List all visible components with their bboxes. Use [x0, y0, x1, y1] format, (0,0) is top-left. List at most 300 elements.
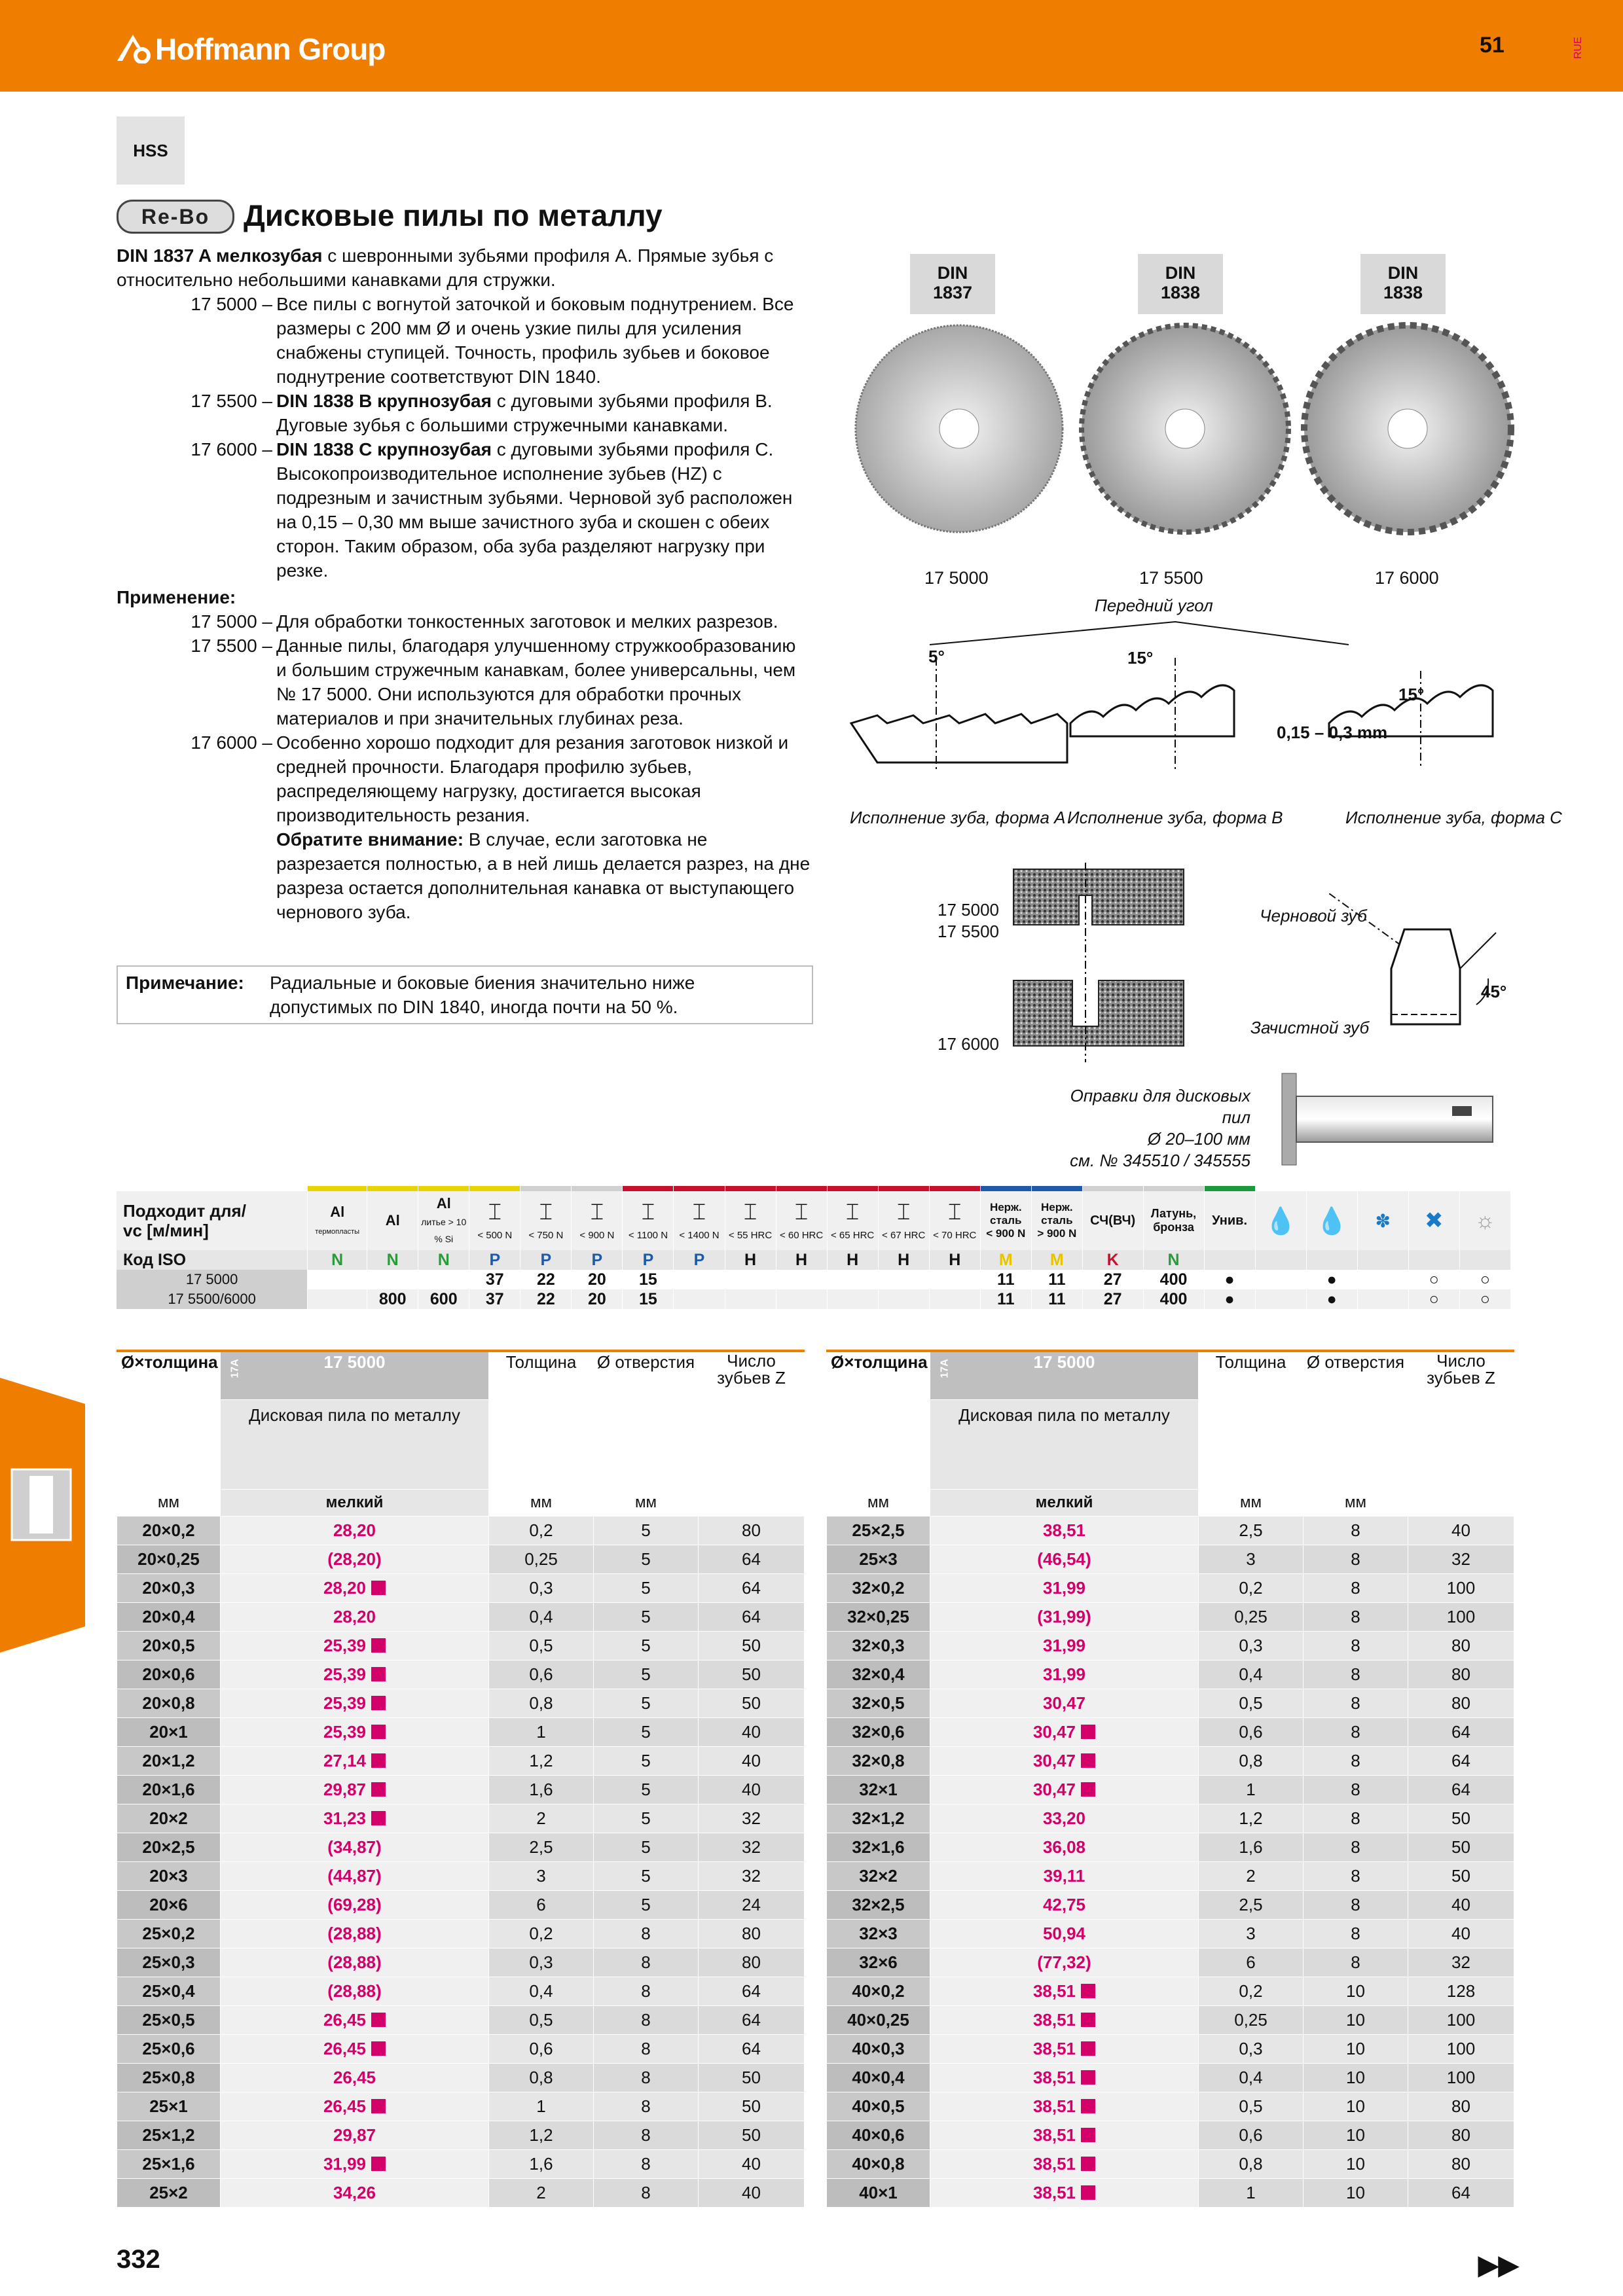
stock-marker-icon [1081, 1782, 1095, 1797]
thickness-cell: 0,25 [489, 1545, 594, 1574]
size-cell: 20×0,4 [117, 1603, 221, 1632]
thickness-cell: 0,8 [489, 2064, 594, 2092]
application-heading: Применение: [117, 587, 236, 607]
price-cell: 30,47 [930, 1776, 1199, 1804]
thickness-cell: 1,6 [489, 1776, 594, 1804]
hole-cell: 5 [594, 1574, 699, 1603]
thickness-cell: 2 [489, 1804, 594, 1833]
rough-tooth-label: Черновой зуб [1260, 906, 1367, 925]
size-cell: 20×1,2 [117, 1747, 221, 1776]
app-176000: 17 6000 – Особенно хорошо подходит для резания заготовок низкой и средней прочности. Благодаря профилю зубьев, распределяющему нагрузку, достигается высокая производительность резания. Обратите внимание: В случае, если заготовка не разрезается полностью, а в ней лишь делается разрез, на дне разреза остается дополнительная канавка от выступающего чернового зуба. [191, 732, 811, 922]
hole-cell: 5 [594, 1776, 699, 1804]
teeth-cell: 50 [1408, 1862, 1514, 1891]
thickness-cell: 1 [1199, 2179, 1304, 2208]
price-cell: 26,45 [221, 2006, 489, 2035]
table-row [827, 1516, 1514, 1545]
size-cell: 25×0,6 [117, 2035, 221, 2064]
table-row [827, 2035, 1514, 2064]
arbor-image [1269, 1067, 1511, 1172]
teeth-cell: 24 [699, 1891, 805, 1920]
col-teeth-head: Число зубьев Z [699, 1351, 805, 1400]
price-cell: 38,51 [930, 2121, 1199, 2150]
hoffmann-logo-icon [115, 32, 151, 63]
size-cell: 25×2,5 [827, 1516, 930, 1545]
size-cell: 20×2,5 [117, 1833, 221, 1862]
i-beam-icon: ⌶ [896, 1199, 911, 1225]
table-row [827, 1833, 1514, 1862]
mat-hrc-55: ⌶ < 55 HRC [725, 1191, 776, 1250]
hole-cell: 5 [594, 1632, 699, 1660]
size-cell: 20×6 [117, 1891, 221, 1920]
stock-marker-icon [371, 2157, 386, 2171]
thickness-cell: 0,3 [489, 1948, 594, 1977]
thickness-cell: 3 [1199, 1920, 1304, 1948]
thickness-cell: 0,25 [1199, 1603, 1304, 1632]
finish-tooth-label: Зачистной зуб [1250, 1018, 1370, 1037]
hole-cell: 5 [594, 1660, 699, 1689]
price-cell: 50,94 [930, 1920, 1199, 1948]
teeth-cell: 50 [1408, 1804, 1514, 1833]
hole-cell: 8 [1304, 1862, 1408, 1891]
hole-cell: 8 [594, 2035, 699, 2064]
thickness-cell: 0,5 [489, 2006, 594, 2035]
table-row [117, 2064, 805, 2092]
teeth-cell: 40 [699, 2150, 805, 2179]
mat-hrc-67: ⌶ < 67 HRC [878, 1191, 929, 1250]
thickness-cell: 0,5 [1199, 1689, 1304, 1718]
iso-label: Код ISO [117, 1250, 308, 1270]
table-row [117, 1804, 805, 1833]
teeth-cell: 64 [1408, 1718, 1514, 1747]
hole-cell: 8 [1304, 1891, 1408, 1920]
thickness-cell: 2 [1199, 1862, 1304, 1891]
teeth-cell: 80 [699, 1920, 805, 1948]
page-number: 51 [1480, 33, 1504, 58]
table-left: Ø×толщина 17A 17 5000 Толщина Ø отверстия Число зубьев Z Дисковая пила по металлу мм мелкий мм мм 20×0,2 28,20 0,2 5 80 20×0,25 (28,20) 0,25 5 64 20×0,3 28,20 0,3 5 64 20×0,4 28,20 0,4 5 64 20×0,5 25,39 0,5 5 50 20×0,6 25,39 0,6 5 50 20×0,8 25,39 0,8 5 50 20×1 25,39 1 5 40 20×1,2 27,14 1,2 5 40 20×1,6 29,87 1,6 5 40 20×2 31,23 2 5 32 20×2,5 (34,87) 2,5 5 32 20×3 (44,87) 3 5 32 20×6 (69,28) 6 5 24 25×0,2 (28,88) 0,2 8 80 25×0,3 (28,88) 0,3 8 80 25×0,4 (28,88) 0,4 8 64 25×0,5 26,45 0,5 8 64 25×0,6 26,45 0,6 8 64 25×0,8 26,45 0,8 8 50 25×1 26,45 1 8 50 25×1,2 29,87 1,2 8 50 25×1,6 31,99 1,6 8 40 25×2 34,26 2 8 40 [117, 1350, 804, 2208]
cut-diagram [1007, 863, 1197, 1066]
thickness-cell: 0,25 [1199, 2006, 1304, 2035]
hole-cell: 5 [594, 1891, 699, 1920]
table-row [827, 1891, 1514, 1920]
table-row [827, 1948, 1514, 1977]
thickness-cell: 0,3 [489, 1574, 594, 1603]
hole-cell: 5 [594, 1689, 699, 1718]
price-cell: (28,20) [221, 1545, 489, 1574]
price-cell: (34,87) [221, 1833, 489, 1862]
price-cell: (77,32) [930, 1948, 1199, 1977]
i-beam-icon: ⌶ [539, 1199, 553, 1225]
hole-cell: 8 [1304, 1804, 1408, 1833]
angle-a: 5° [928, 647, 945, 666]
table-row [117, 1747, 805, 1776]
table-row [827, 1920, 1514, 1948]
brand-logo: Hoffmann Group [115, 31, 385, 67]
thickness-cell: 1 [489, 1718, 594, 1747]
hole-cell: 8 [594, 2121, 699, 2150]
hole-cell: 8 [1304, 1603, 1408, 1632]
thickness-cell: 0,2 [489, 1516, 594, 1545]
table-row [117, 1603, 805, 1632]
mat-universal: Унив. [1204, 1191, 1255, 1250]
mat-brass: Латунь, бронза [1143, 1191, 1204, 1250]
mat-al-cast: Al литье > 10 % Si [418, 1191, 469, 1250]
tooth-profiles-diagram [845, 619, 1512, 795]
table-row [827, 1977, 1514, 2006]
price-cell: 42,75 [930, 1891, 1199, 1920]
blade-image-175500 [1077, 314, 1293, 550]
price-cell: (46,54) [930, 1545, 1199, 1574]
angle-b: 15° [1127, 648, 1154, 668]
table-row [827, 1545, 1514, 1574]
blade-label-3: 17 6000 [1375, 568, 1439, 588]
teeth-cell: 32 [699, 1804, 805, 1833]
thickness-cell: 3 [1199, 1545, 1304, 1574]
thickness-cell: 0,6 [1199, 2121, 1304, 2150]
speed-row-175500: 17 5500/6000 800 600 37 22 20 15 11 11 27 400 ● ● ○ ○ [117, 1289, 1511, 1309]
hole-cell: 5 [594, 1603, 699, 1632]
table-row [827, 2006, 1514, 2035]
thickness-cell: 1 [489, 2092, 594, 2121]
size-cell: 32×0,4 [827, 1660, 930, 1689]
coolant-none-icon: ✖ [1408, 1191, 1459, 1250]
table-row [117, 1545, 805, 1574]
table-row [827, 1660, 1514, 1689]
stock-marker-icon [371, 1782, 386, 1797]
col-diam-head: Ø×толщина [117, 1351, 221, 1400]
hole-cell: 8 [594, 1977, 699, 2006]
hole-cell: 10 [1304, 2006, 1408, 2035]
size-cell: 32×0,6 [827, 1718, 930, 1747]
price-cell: (44,87) [221, 1862, 489, 1891]
next-page-icon[interactable]: ▶▶ [1478, 2251, 1519, 2280]
table-row [117, 1891, 805, 1920]
thickness-cell: 6 [489, 1891, 594, 1920]
din-label-2: DIN 1838 [1138, 254, 1223, 314]
size-cell: 40×0,5 [827, 2092, 930, 2121]
stock-marker-icon [1081, 1753, 1095, 1768]
table-row [117, 1660, 805, 1689]
mat-hrc-60: ⌶ < 60 HRC [776, 1191, 827, 1250]
teeth-cell: 50 [699, 1632, 805, 1660]
hole-cell: 8 [594, 1920, 699, 1948]
price-cell: 29,87 [221, 2121, 489, 2150]
teeth-cell: 50 [699, 2064, 805, 2092]
thickness-cell: 0,3 [1199, 1632, 1304, 1660]
teeth-cell: 64 [1408, 1776, 1514, 1804]
size-cell: 40×0,2 [827, 1977, 930, 2006]
thickness-cell: 0,4 [489, 1977, 594, 2006]
size-cell: 25×0,5 [117, 2006, 221, 2035]
teeth-cell: 40 [1408, 1891, 1514, 1920]
price-cell: (31,99) [930, 1603, 1199, 1632]
price-cell: 31,99 [930, 1574, 1199, 1603]
i-beam-icon: ⌶ [948, 1199, 962, 1225]
table-row [117, 1833, 805, 1862]
mat-hrc-70: ⌶ < 70 HRC [929, 1191, 980, 1250]
price-cell: 28,20 [221, 1516, 489, 1545]
size-cell: 25×1,2 [117, 2121, 221, 2150]
form-a-label: Исполнение зуба, форма А [850, 808, 1066, 827]
mat-steel-1100: ⌶ < 1100 N [623, 1191, 674, 1250]
section-tab-icon [0, 1378, 85, 1653]
size-cell: 32×0,5 [827, 1689, 930, 1718]
table-row [827, 2064, 1514, 2092]
i-beam-icon: ⌶ [692, 1199, 706, 1225]
table-row [117, 1977, 805, 2006]
stock-marker-icon [371, 1581, 386, 1595]
size-cell: 32×3 [827, 1920, 930, 1948]
thickness-cell: 0,8 [1199, 1747, 1304, 1776]
size-cell: 40×0,25 [827, 2006, 930, 2035]
table-row [117, 2121, 805, 2150]
size-cell: 32×0,8 [827, 1747, 930, 1776]
col-thick-head: Толщина [1199, 1351, 1304, 1400]
item-175000: 17 5000 – Все пилы с вогнутой заточкой и боковым поднутрением. Все размеры с 200 мм Ø и очень узкие пилы для усиления снабжены ступицей. Точность, профиль зубьев и боковое поднутрение соответствуют DIN 1840. [191, 294, 794, 387]
teeth-cell: 50 [699, 2121, 805, 2150]
angle-45: 45° [1481, 982, 1507, 1001]
stock-marker-icon [371, 1753, 386, 1768]
mat-steel-1400: ⌶ < 1400 N [674, 1191, 725, 1250]
price-cell: 26,45 [221, 2035, 489, 2064]
col-thick-head: Толщина [489, 1351, 594, 1400]
price-cell: 25,39 [221, 1718, 489, 1747]
teeth-cell: 50 [699, 2092, 805, 2121]
teeth-cell: 40 [699, 1718, 805, 1747]
teeth-cell: 100 [1408, 1574, 1514, 1603]
size-cell: 25×1 [117, 2092, 221, 2121]
thickness-cell: 0,8 [1199, 2150, 1304, 2179]
stock-marker-icon [1081, 2013, 1095, 2027]
teeth-cell: 80 [699, 1948, 805, 1977]
form-c-label: Исполнение зуба, форма C [1345, 808, 1562, 827]
thickness-cell: 0,6 [489, 1660, 594, 1689]
price-cell: 26,45 [221, 2092, 489, 2121]
hole-cell: 8 [594, 2179, 699, 2208]
table-row [827, 2092, 1514, 2121]
size-cell: 32×0,3 [827, 1632, 930, 1660]
hole-cell: 5 [594, 1545, 699, 1574]
table-row [827, 1689, 1514, 1718]
price-cell: 39,11 [930, 1862, 1199, 1891]
material-icon-row [117, 1191, 1511, 1250]
price-cell: 38,51 [930, 2006, 1199, 2035]
table-row [827, 2150, 1514, 2179]
table-row [117, 2092, 805, 2121]
item-176000: 17 6000 – DIN 1838 C крупнозубая с дуговыми зубьями профиля C. Высокопроизводительное исполнение зубьев (HZ) с подрезным и зачистным зубьями. Черновой зуб расположен на 0,15 – 0,30 мм выше зачистного зуба и скошен с обеих сторон. Таким образом, оба зуба разделяют нагрузку при резке. [191, 439, 793, 581]
price-cell: 38,51 [930, 2064, 1199, 2092]
hole-cell: 8 [1304, 1574, 1408, 1603]
size-cell: 32×2,5 [827, 1891, 930, 1920]
stock-marker-icon [1081, 2157, 1095, 2171]
hole-cell: 5 [594, 1833, 699, 1862]
teeth-cell: 64 [1408, 2179, 1514, 2208]
table-row [117, 1920, 805, 1948]
price-cell: 28,20 [221, 1574, 489, 1603]
size-cell: 20×3 [117, 1862, 221, 1891]
coolant-mist-icon: ✽ [1357, 1191, 1408, 1250]
hole-cell: 8 [1304, 1545, 1408, 1574]
mat-steel-750: ⌶ < 750 N [520, 1191, 572, 1250]
teeth-cell: 50 [699, 1689, 805, 1718]
stock-marker-icon [371, 1811, 386, 1825]
table-row [117, 1516, 805, 1545]
cut-label-top: 17 5000 17 5500 [938, 900, 999, 941]
thickness-cell: 1,6 [1199, 1833, 1304, 1862]
angle-c: 15° [1398, 685, 1425, 704]
size-cell: 25×0,2 [117, 1920, 221, 1948]
price-cell: (28,88) [221, 1977, 489, 2006]
mat-hrc-65: ⌶ < 65 HRC [827, 1191, 878, 1250]
mat-al: Al [367, 1191, 418, 1250]
col-hole-head: Ø отверстия [594, 1351, 699, 1400]
size-cell: 20×0,8 [117, 1689, 221, 1718]
price-cell: 34,26 [221, 2179, 489, 2208]
price-cell: (69,28) [221, 1891, 489, 1920]
thickness-cell: 0,2 [1199, 1574, 1304, 1603]
price-cell: 25,39 [221, 1632, 489, 1660]
price-cell: 33,20 [930, 1804, 1199, 1833]
suitability-table [117, 1186, 1511, 1309]
price-cell: 36,08 [930, 1833, 1199, 1862]
table-row [117, 1689, 805, 1718]
cut-label-bottom: 17 6000 [938, 1034, 999, 1054]
coolant-dry-icon: 💧 [1255, 1191, 1306, 1250]
size-cell: 20×0,6 [117, 1660, 221, 1689]
price-cell: 27,14 [221, 1747, 489, 1776]
price-cell: 38,51 [930, 2035, 1199, 2064]
stock-marker-icon [371, 1725, 386, 1739]
price-cell: 29,87 [221, 1776, 489, 1804]
teeth-cell: 50 [1408, 1833, 1514, 1862]
blade-image-175000 [851, 314, 1067, 550]
description-text [117, 243, 811, 924]
price-cell: 25,39 [221, 1689, 489, 1718]
size-cell: 32×6 [827, 1948, 930, 1977]
size-cell: 25×0,3 [117, 1948, 221, 1977]
teeth-cell: 80 [1408, 2092, 1514, 2121]
mat-steel-900: ⌶ < 900 N [572, 1191, 623, 1250]
size-cell: 32×0,2 [827, 1574, 930, 1603]
blade-label-2: 17 5500 [1139, 568, 1203, 588]
table-row [827, 2121, 1514, 2150]
teeth-cell: 64 [699, 2006, 805, 2035]
item-175500: 17 5500 – DIN 1838 B крупнозубая с дуговыми зубьями профиля B. Дуговые зубья с большими стружечными канавками. [191, 391, 773, 435]
blade-image-176000 [1300, 314, 1516, 550]
teeth-cell: 80 [1408, 2150, 1514, 2179]
note-text: Радиальные и боковые биения значительно ниже допустимых по DIN 1840, иногда почти на 50 %. [270, 973, 695, 1017]
table-row [117, 2179, 805, 2208]
coolant-emulsion-icon: 💧 [1306, 1191, 1357, 1250]
teeth-cell: 80 [1408, 1689, 1514, 1718]
teeth-cell: 40 [699, 2179, 805, 2208]
intro-rest: с шевронными зубьями профиля А. Прямые зубья с [322, 245, 774, 266]
teeth-cell: 80 [1408, 2121, 1514, 2150]
note-label: Примечание: [126, 973, 244, 993]
hole-cell: 8 [1304, 1718, 1408, 1747]
teeth-cell: 40 [699, 1747, 805, 1776]
thickness-cell: 1 [1199, 1776, 1304, 1804]
size-cell: 32×2 [827, 1862, 930, 1891]
teeth-cell: 40 [699, 1776, 805, 1804]
size-cell: 20×0,3 [117, 1574, 221, 1603]
thickness-cell: 1,2 [489, 2121, 594, 2150]
hole-cell: 8 [1304, 1948, 1408, 1977]
teeth-cell: 40 [1408, 1920, 1514, 1948]
price-cell: 38,51 [930, 2179, 1199, 2208]
size-cell: 20×2 [117, 1804, 221, 1833]
hole-cell: 8 [1304, 1833, 1408, 1862]
thickness-cell: 0,5 [489, 1632, 594, 1660]
teeth-cell: 32 [699, 1862, 805, 1891]
table-row [827, 1862, 1514, 1891]
size-cell: 40×0,6 [827, 2121, 930, 2150]
table-row [827, 1804, 1514, 1833]
hole-cell: 10 [1304, 2179, 1408, 2208]
stock-marker-icon [371, 2041, 386, 2056]
hole-cell: 8 [594, 2064, 699, 2092]
thickness-cell: 0,4 [489, 1603, 594, 1632]
mat-cast-iron: СЧ(ВЧ) [1082, 1191, 1143, 1250]
hole-cell: 10 [1304, 1977, 1408, 2006]
price-cell: 38,51 [930, 1977, 1199, 2006]
stock-marker-icon [1081, 1984, 1095, 1998]
teeth-cell: 64 [1408, 1747, 1514, 1776]
size-cell: 25×3 [827, 1545, 930, 1574]
size-cell: 32×1 [827, 1776, 930, 1804]
language-code: RUE [1573, 37, 1584, 59]
thickness-cell: 0,2 [1199, 1977, 1304, 2006]
price-cell: 38,51 [930, 1516, 1199, 1545]
table-row [117, 1948, 805, 1977]
i-beam-icon: ⌶ [590, 1199, 604, 1225]
table-row [117, 1632, 805, 1660]
stock-marker-icon [371, 2013, 386, 2027]
hole-cell: 5 [594, 1516, 699, 1545]
thickness-cell: 0,6 [489, 2035, 594, 2064]
price-cell: 26,45 [221, 2064, 489, 2092]
size-cell: 20×1,6 [117, 1776, 221, 1804]
price-cell: 31,99 [221, 2150, 489, 2179]
i-beam-icon: ⌶ [845, 1199, 860, 1225]
teeth-cell: 100 [1408, 2064, 1514, 2092]
col-hole-head: Ø отверстия [1304, 1351, 1408, 1400]
table-row [827, 1747, 1514, 1776]
mat-steel-500: ⌶ < 500 N [469, 1191, 520, 1250]
teeth-cell: 64 [699, 2035, 805, 2064]
price-cell: 31,99 [930, 1632, 1199, 1660]
page-header [0, 0, 1623, 92]
teeth-cell: 100 [1408, 2006, 1514, 2035]
i-beam-icon: ⌶ [794, 1199, 809, 1225]
thickness-cell: 2,5 [489, 1833, 594, 1862]
stock-marker-icon [1081, 2070, 1095, 2085]
stock-marker-icon [371, 1667, 386, 1681]
size-cell: 20×0,2 [117, 1516, 221, 1545]
form-b-label: Исполнение зуба, форма B [1067, 808, 1283, 827]
thickness-cell: 1,2 [489, 1747, 594, 1776]
iso-code-row: Код ISO N N N P P P P P H H H H H M M K N [117, 1250, 1511, 1270]
teeth-cell: 32 [1408, 1948, 1514, 1977]
hole-cell: 10 [1304, 2035, 1408, 2064]
price-cell: 30,47 [930, 1747, 1199, 1776]
stock-marker-icon [1081, 2099, 1095, 2113]
table-right: Ø×толщина 17A 17 5000 Толщина Ø отверстия Число зубьев Z Дисковая пила по металлу мм мелкий мм мм 25×2,5 38,51 2,5 8 40 25×3 (46,54) 3 8 32 32×0,2 31,99 0,2 8 100 32×0,25 (31,99) 0,25 8 100 32×0,3 31,99 0,3 8 80 32×0,4 31,99 0,4 8 80 32×0,5 30,47 0,5 8 80 32×0,6 30,47 0,6 8 64 32×0,8 30,47 0,8 8 64 32×1 30,47 1 8 64 32×1,2 33,20 1,2 8 50 32×1,6 36,08 1,6 8 50 32×2 39,11 2 8 50 32×2,5 42,75 2,5 8 40 32×3 50,94 3 8 40 32×6 (77,32) 6 8 32 40×0,2 38,51 0,2 10 128 40×0,25 38,51 0,25 10 100 40×0,3 38,51 0,3 10 100 40×0,4 38,51 0,4 10 100 40×0,5 38,51 0,5 10 80 40×0,6 38,51 0,6 10 80 40×0,8 38,51 0,8 10 80 40×1 38,51 1 10 64 [826, 1350, 1514, 2208]
size-cell: 40×0,3 [827, 2035, 930, 2064]
table-row [827, 2179, 1514, 2208]
teeth-cell: 32 [1408, 1545, 1514, 1574]
table-row [117, 1574, 805, 1603]
hole-cell: 8 [1304, 1776, 1408, 1804]
